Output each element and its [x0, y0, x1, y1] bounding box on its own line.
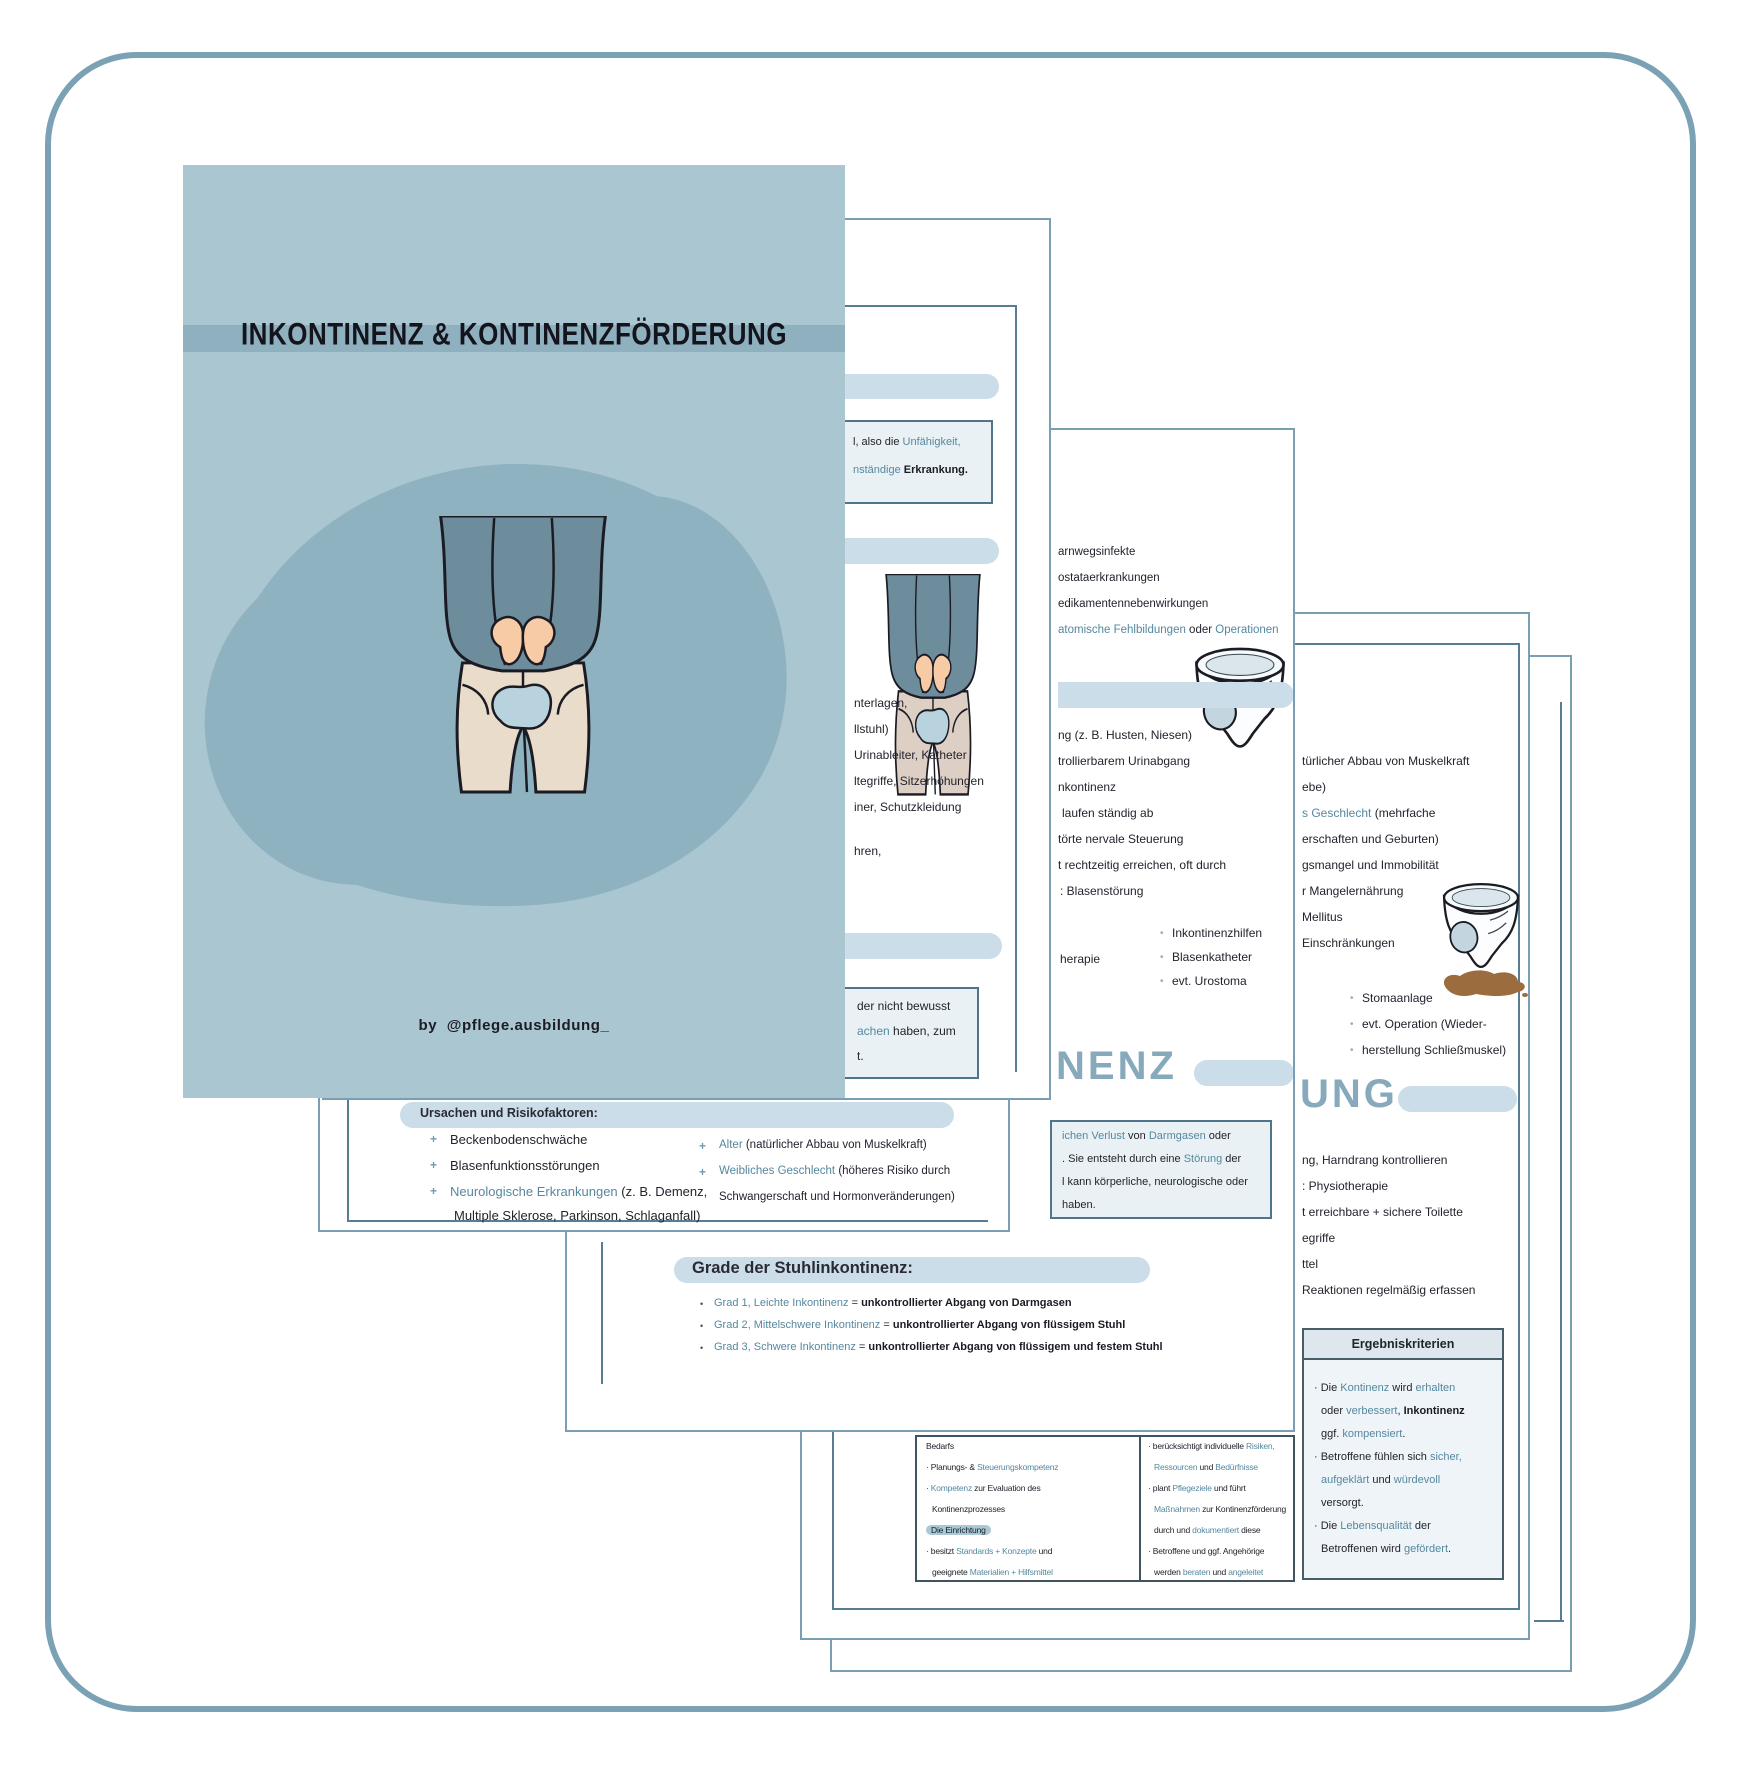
aid-row: iner, Schutzkleidung [854, 800, 962, 814]
results-criteria-box [1302, 1328, 1504, 1580]
bullet-dot: • [1350, 1045, 1354, 1056]
grade-row: Grad 2, Mittelschwere Inkontinenz = unkontrollierter Abgang von flüssigem Stuhl [714, 1319, 1126, 1331]
risk-row: r Mangelernährung [1302, 884, 1404, 898]
page-inner-frame-line [347, 1100, 349, 1221]
bullet-dot: • [1160, 952, 1164, 963]
cause-bullet: Beckenbodenschwäche [450, 1132, 588, 1147]
cover-page [183, 165, 845, 1098]
definition-line: der nicht bewusst [857, 999, 951, 1013]
results-criteria-header: Ergebniskriterien [1304, 1330, 1502, 1360]
aid-row: ltegriffe, Sitzerhöhungen [854, 774, 984, 788]
definition-line: nständige Erkrankung. [853, 464, 968, 476]
results-row: · Die Kontinenz wird erhalten [1314, 1382, 1456, 1394]
measure-row: ttel [1302, 1257, 1319, 1271]
bullet-dot: • [700, 1343, 704, 1353]
measure-row: Reaktionen regelmäßig erfassen [1302, 1283, 1476, 1297]
incontinence-person-illustration [868, 574, 998, 796]
plus-marker: + [430, 1158, 438, 1172]
therapy-item: evt. Urostoma [1172, 974, 1247, 988]
table-cell-row: · berücksichtigt individuelle Risiken, [1148, 1441, 1275, 1451]
table-cell-row: · plant Pflegeziele und führt [1148, 1483, 1246, 1493]
symptom-row: laufen ständig ab [1062, 806, 1154, 820]
therapy-item: Inkontinenzhilfen [1172, 926, 1263, 940]
results-row: ggf. kompensiert. [1321, 1428, 1406, 1440]
symptom-row: ng (z. B. Husten, Niesen) [1058, 728, 1193, 742]
grade-row: Grad 1, Leichte Inkontinenz = unkontrollierter Abgang von Darmgasen [714, 1297, 1072, 1309]
diaper-icon [1436, 878, 1526, 982]
risk-row: türlicher Abbau von Muskelkraft [1302, 754, 1470, 768]
symptom-row: t rechtzeitig erreichen, oft durch [1058, 858, 1227, 872]
section-heading-fragment: UNG [1300, 1072, 1398, 1116]
grade-row: Grad 3, Schwere Inkontinenz = unkontrollierter Abgang von flüssigem und festem Stuhl [714, 1341, 1163, 1353]
therapy-item: herstellung Schließmuskel) [1362, 1043, 1507, 1057]
definition-line: achen haben, zum [857, 1024, 956, 1038]
symptom-row: : Blasenstörung [1060, 884, 1144, 898]
therapy-item: evt. Operation (Wieder- [1362, 1017, 1487, 1031]
table-cell-row: werden beraten und angeleitet [1154, 1567, 1264, 1577]
results-row: aufgeklärt und würdevoll [1321, 1474, 1441, 1486]
table-cell-row: · besitzt Standards + Konzepte und [926, 1546, 1053, 1556]
cause-bullet: Neurologische Erkrankungen (z. B. Demenz, [450, 1184, 708, 1199]
plus-marker: + [699, 1165, 707, 1179]
definition-line: l, also die Unfähigkeit, [853, 436, 961, 448]
page-inner-frame-line [1015, 305, 1017, 1072]
cause-bullet: Schwangerschaft und Hormonveränderungen) [719, 1191, 955, 1203]
page-inner-frame-line [601, 1242, 603, 1384]
table-column-divider [1139, 1437, 1141, 1580]
definition-box [845, 420, 993, 504]
cause-bullet: Blasenfunktionsstörungen [450, 1158, 600, 1173]
table-cell-row: Bedarfs [926, 1441, 954, 1451]
definition-line: ichen Verlust von Darmgasen oder [1062, 1130, 1231, 1142]
section-bar [845, 374, 999, 399]
table-cell-row: Maßnahmen zur Kontinenzförderung [1154, 1504, 1287, 1514]
section-bar [1058, 682, 1294, 708]
results-row: · Betroffene fühlen sich sicher, [1314, 1451, 1462, 1463]
bullet-dot: • [1350, 1019, 1354, 1030]
risk-row: Einschränkungen [1302, 936, 1395, 950]
cause-bullet: Alter (natürlicher Abbau von Muskelkraft) [719, 1139, 927, 1151]
plus-marker: + [430, 1132, 438, 1146]
cause-row: arnwegsinfekte [1058, 546, 1136, 558]
table-cell-row: · Kompetenz zur Evaluation des [926, 1483, 1041, 1493]
cover-title: INKONTINENZ & KONTINENZFÖRDERUNG [240, 315, 788, 352]
cause-bullet: Multiple Sklerose, Parkinson, Schlaganfall) [454, 1208, 701, 1223]
page-inner-frame-line [842, 305, 1017, 307]
page-inner-frame-line [1534, 1620, 1564, 1622]
table-cell-row: · Betroffene und ggf. Angehörige [1148, 1546, 1265, 1556]
bullet-dot: • [700, 1299, 704, 1309]
risk-row: s Geschlecht (mehrfache [1302, 806, 1436, 820]
risk-row: Mellitus [1302, 910, 1343, 924]
aid-row: Urinableiter, Katheter [854, 748, 967, 762]
definition-line: l kann körperliche, neurologische oder [1062, 1176, 1248, 1188]
table-cell-row: Kontinenzprozesses [932, 1504, 1005, 1514]
definition-box [1050, 1120, 1272, 1219]
aid-row: nterlagen, [854, 696, 908, 710]
cause-row: edikamentennebenwirkungen [1058, 598, 1209, 610]
definition-line: . Sie entsteht durch eine Störung der [1062, 1153, 1242, 1165]
section-bar [1398, 1086, 1517, 1112]
incontinence-person-illustration [408, 516, 638, 794]
section-heading-fragment: NENZ [1056, 1044, 1177, 1088]
cause-row: ostataerkrankungen [1058, 572, 1160, 584]
section-bar [845, 538, 999, 564]
therapy-item: Stomaanlage [1362, 991, 1433, 1005]
plus-marker: + [699, 1139, 707, 1153]
table-cell-row: durch und dokumentiert diese [1154, 1525, 1261, 1535]
credit-line [183, 1017, 845, 1034]
table-cell-row: · Planungs- & Steuerungskompetenz [926, 1462, 1059, 1472]
measure-row: ng, Harndrang kontrollieren [1302, 1153, 1448, 1167]
bullet-dot: • [700, 1321, 704, 1331]
table-cell-row: geeignete Materialien + Hilfsmittel [932, 1567, 1053, 1577]
table-cell-row: Ressourcen und Bedürfnisse [1154, 1462, 1258, 1472]
competence-table [915, 1435, 1295, 1582]
credit-by: by [418, 1017, 438, 1034]
results-row: Betroffenen wird gefördert. [1321, 1543, 1452, 1555]
page-inner-frame-line [1560, 702, 1562, 1622]
results-row: versorgt. [1321, 1497, 1364, 1509]
section-bar [1194, 1060, 1294, 1086]
definition-box [845, 987, 979, 1079]
aid-row: llstuhl) [854, 722, 889, 736]
risk-row: gsmangel und Immobilität [1302, 858, 1439, 872]
results-row: · Die Lebensqualität der [1314, 1520, 1431, 1532]
measure-row: t erreichbare + sichere Toilette [1302, 1205, 1463, 1219]
bullet-dot: • [1160, 928, 1164, 939]
risk-row: ebe) [1302, 780, 1327, 794]
plus-marker: + [430, 1184, 438, 1198]
definition-line: haben. [1062, 1199, 1096, 1211]
therapy-item: Blasenkatheter [1172, 950, 1253, 964]
definition-line: t. [857, 1049, 864, 1063]
results-row: oder verbessert, Inkontinenz [1321, 1405, 1465, 1417]
bullet-dot: • [1160, 976, 1164, 987]
table-cell-row: Die Einrichtung [926, 1525, 991, 1535]
symptom-row: nkontinenz [1058, 780, 1117, 794]
cause-row: atomische Fehlbildungen oder Operationen [1058, 624, 1279, 636]
measure-row: egriffe [1302, 1231, 1336, 1245]
therapy-label-fragment: herapie [1060, 952, 1101, 966]
aid-row: hren, [854, 844, 882, 858]
causes-section-title: Ursachen und Risikofaktoren: [420, 1106, 598, 1120]
symptom-row: törte nervale Steuerung [1058, 832, 1184, 846]
cause-bullet: Weibliches Geschlecht (höheres Risiko durch [719, 1165, 951, 1177]
credit-handle: @pflege.ausbildung_ [446, 1017, 610, 1034]
grades-section-title: Grade der Stuhlinkontinenz: [692, 1259, 913, 1277]
measure-row: : Physiotherapie [1302, 1179, 1389, 1193]
section-bar [845, 933, 1002, 959]
symptom-row: trollierbarem Urinabgang [1058, 754, 1191, 768]
bullet-dot: • [1350, 993, 1354, 1004]
risk-row: erschaften und Geburten) [1302, 832, 1439, 846]
